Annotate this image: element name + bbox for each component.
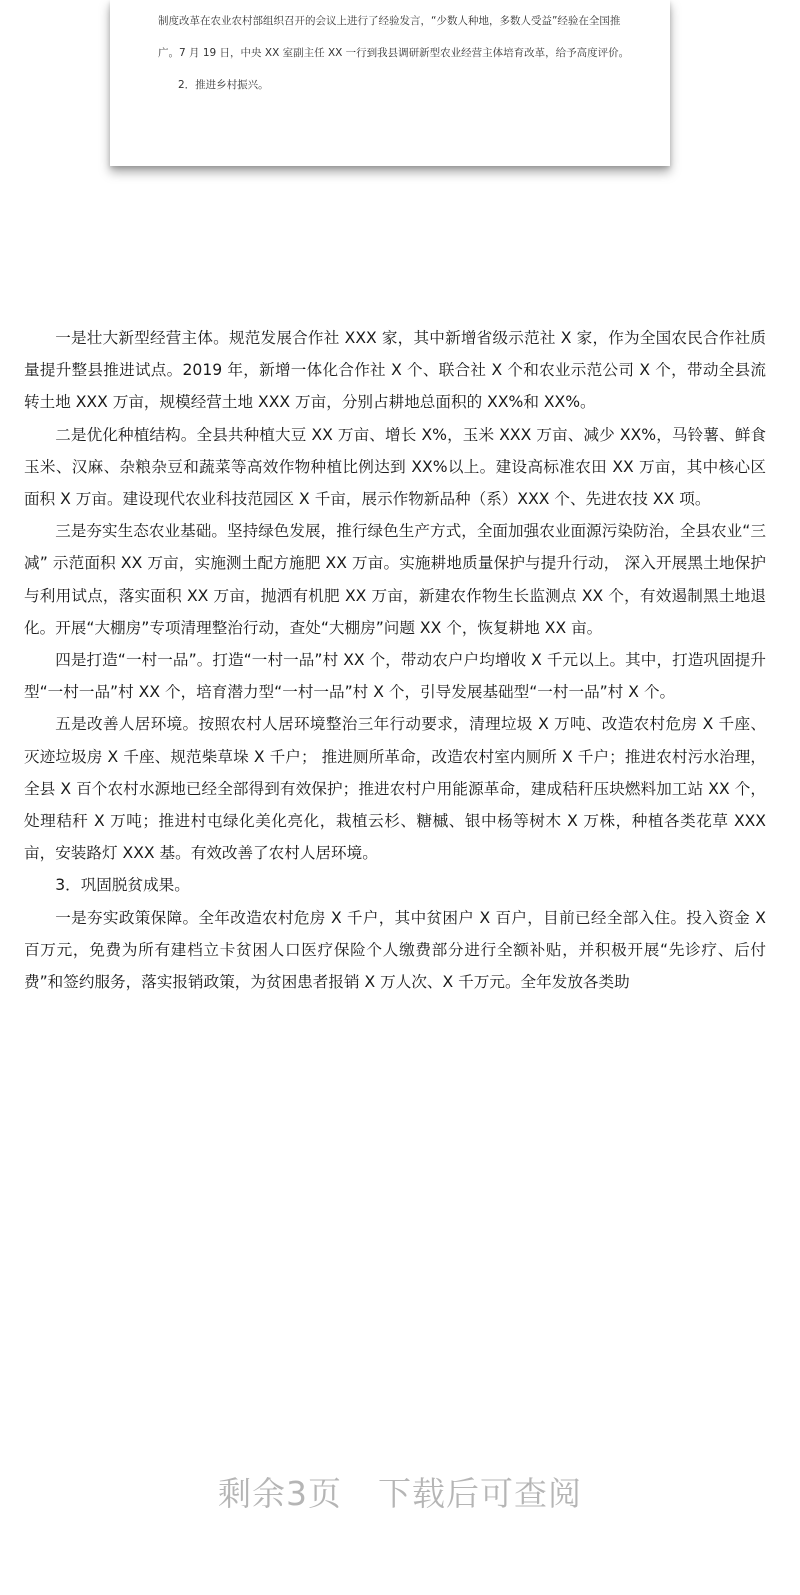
- paragraph: 四是打造“一村一品”。打造“一村一品”村 XX 个，带动农户户均增收 X 千元以上。其中，打造巩固提升型“一村一品”村 XX 个，培育潜力型“一村一品”村 X 个，引导发展基础型“一村一品”村 X 个。: [24, 651, 766, 702]
- paragraph: 二是优化种植结构。全县共种植大豆 XX 万亩、增长 X%，玉米 XXX 万亩、减少 XX%，马铃薯、鲜食玉米、汉麻、杂粮杂豆和蔬菜等高效作物种植比例达到 XX%以上。建设高标准农田 XX 万亩，其中核心区面积 X 万亩。建设现代农业科技范园区 X 千亩，展示作物新品种（系）XXX 个、先进农技 XX 项。: [24, 425, 766, 509]
- paragraph: 五是改善人居环境。按照农村人居环境整治三年行动要求，清理垃圾 X 万吨、改造农村危房 X 千座、灭迹垃圾房 X 千座、规范柴草垛 X 千户； 推进厕所革命，改造农村室内厕所 X 千户；推进农村污水治理，全县 X 百个农村水源地已经全部得到有效保护；推进农村户用能源革命，建成秸秆压块燃料加工站 XX 个，处理秸秆 X 万吨；推进村屯绿化美化亮化，栽植云杉、糖槭、银中杨等树木 X 万株，种植各类花草 XXX 亩，安装路灯 XXX 基。有效改善了农村人居环境。: [24, 715, 766, 863]
- document-body: [24, 322, 766, 998]
- remaining-pages-label: 剩余3页: [218, 1474, 342, 1513]
- preview-line: 制度改革在农业农村部组织召开的会议上进行了经验发言，“少数人种地，多数人受益”经验在全国推: [158, 15, 621, 27]
- section-heading: 3．巩固脱贫成果。: [55, 876, 190, 895]
- download-prompt[interactable]: [0, 1468, 800, 1515]
- paragraph: 一是夯实政策保障。全年改造农村危房 X 千户，其中贫困户 X 百户，目前已经全部入住。投入资金 X 百万元，免费为所有建档立卡贫困人口医疗保险个人缴费部分进行全额补贴，并积极开展“先诊疗、后付费”和签约服务，落实报销政策，为贫困患者报销 X 万人次、X 千万元。全年发放各类助: [24, 908, 766, 992]
- paragraph: 一是壮大新型经营主体。规范发展合作社 XXX 家，其中新增省级示范社 X 家，作为全国农民合作社质量提升整县推进试点。2019 年，新增一体化合作社 X 个、联合社 X 个和农业示范公司 X 个，带动全县流转土地 XXX 万亩，规模经营土地 XXX 万亩，分别占耕地总面积的 XX%和 XX%。: [24, 329, 766, 412]
- preview-heading: 2．推进乡村振兴。: [178, 79, 269, 91]
- preview-line: 广。7 月 19 日，中央 XX 室副主任 XX 一行到我县调研新型农业经营主体培育改革，给予高度评价。: [158, 47, 630, 59]
- download-to-view-label[interactable]: 下载后可查阅: [378, 1474, 582, 1513]
- paragraph: 三是夯实生态农业基础。坚持绿色发展，推行绿色生产方式，全面加强农业面源污染防治，全县农业“三减” 示范面积 XX 万亩，实施测土配方施肥 XX 万亩。实施耕地质量保护与提升行动， 深入开展黑土地保护与利用试点，落实面积 XX 万亩，抛洒有机肥 XX 万亩，新建农作物生长监测点 XX 个，有效遏制黑土地退化。开展“大棚房”专项清理整治行动，查处“大棚房”问题 XX 个，恢复耕地 XX 亩。: [24, 522, 766, 637]
- previous-page-preview: [110, 0, 670, 166]
